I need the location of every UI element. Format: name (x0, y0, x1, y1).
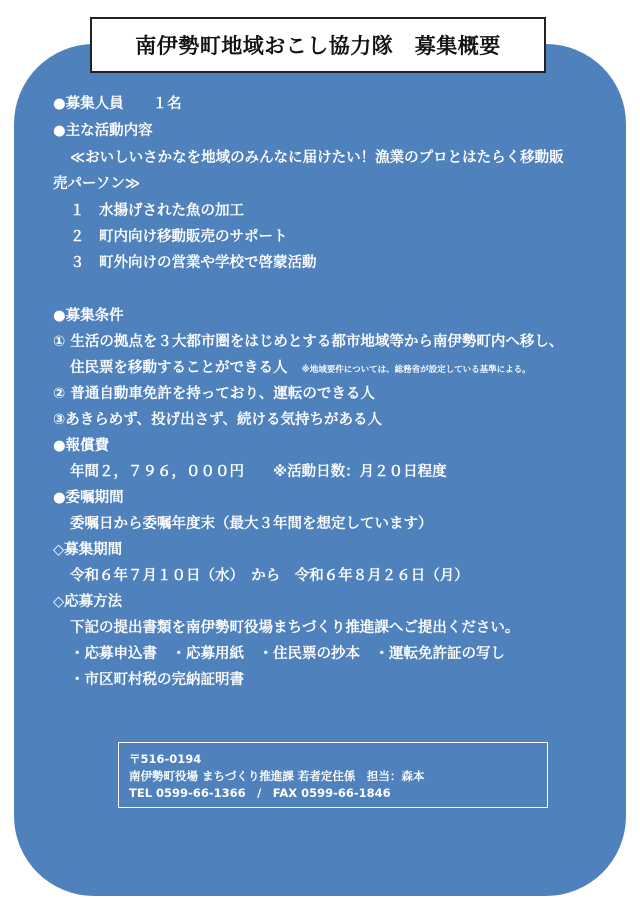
activities-catchphrase: ≪おいしいさかなを地域のみんなに届けたい！漁業のプロとはたらく移動販 (70, 150, 564, 166)
compensation-heading: ●報償費 (53, 438, 110, 454)
term-heading: ●委嘱期間 (53, 490, 124, 506)
period-value: 令和６年７月１０日（水） から 令和６年８月２６日（月） (70, 568, 469, 584)
activities-catchphrase-cont: 売パーソン≫ (53, 176, 141, 192)
condition-3: ③あきらめず、投げ出さず、続ける気持ちがある人 (53, 412, 382, 428)
condition-1: ① 生活の拠点を３大都市圏をはじめとする都市地域等から南伊勢町内へ移し、 (53, 334, 564, 350)
contact-phone-fax: TEL 0599-66-1366 / FAX 0599-66-1846 (129, 786, 391, 800)
activity-item: ３ 町外向けの営業や学校で啓蒙活動 (70, 255, 317, 271)
activity-item: １ 水揚げされた魚の加工 (70, 203, 244, 219)
method-instruction: 下記の提出書類を南伊勢町役場まちづくり推進課へご提出ください。 (70, 620, 520, 636)
conditions-heading: ●募集条件 (53, 308, 124, 324)
recruit-count: ●募集人員 １名 (53, 96, 182, 112)
contact-postal: 〒516-0194 (129, 752, 202, 766)
activity-item: ２ 町内向け移動販売のサポート (70, 229, 288, 245)
contact-box (118, 742, 548, 808)
term-value: 委嘱日から委嘱年度末（最大３年間を想定しています） (70, 516, 433, 532)
condition-1-note: ※地域要件については、総務省が設定している基準による。 (301, 365, 531, 375)
condition-2: ② 普通自動車免許を持っており、運転のできる人 (53, 386, 375, 402)
condition-1-cont (70, 359, 531, 379)
activities-heading: ●主な活動内容 (53, 123, 153, 139)
condition-1-text: 住民票を移動することができる人 (70, 360, 288, 376)
page-title: 南伊勢町地域おこし協力隊 募集概要 (90, 17, 546, 73)
compensation-value: 年間２，７９６，０００円 ※活動日数：月２０日程度 (70, 464, 447, 480)
period-heading: ◇募集期間 (53, 542, 123, 558)
method-documents-cont: ・市区町村税の完納証明書 (70, 672, 244, 688)
contact-office: 南伊勢町役場 まちづくり推進課 若者定住係 担当：森本 (129, 769, 425, 783)
method-documents: ・応募申込書 ・応募用紙 ・住民票の抄本 ・運転免許証の写し (70, 646, 505, 662)
method-heading: ◇応募方法 (53, 594, 123, 610)
